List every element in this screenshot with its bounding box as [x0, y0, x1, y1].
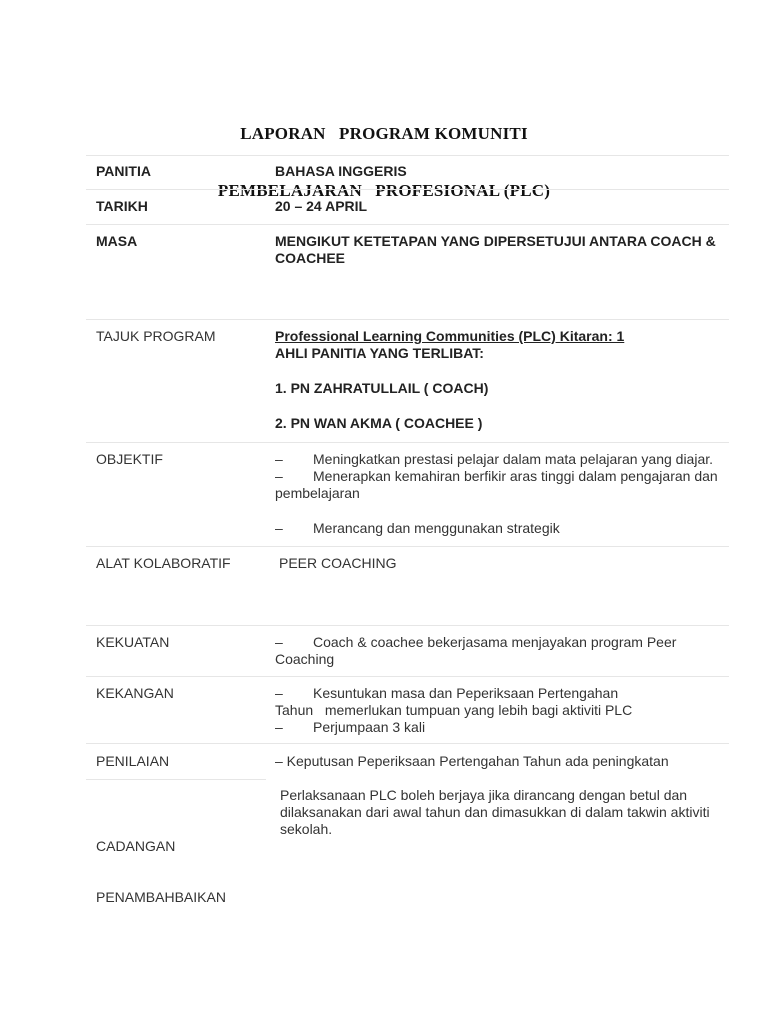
row-objektif	[86, 442, 729, 547]
value-tajuk-program	[275, 328, 725, 432]
row-tajuk-program	[86, 319, 729, 443]
value-kekangan: – Kesuntukan masa dan Peperiksaan Pertengahan Tahun memerlukan tumpuan yang lebih bagi aktiviti PLC – Perjumpaan 3 kali	[275, 685, 633, 735]
row-kekangan	[86, 676, 729, 744]
value-penilaian: – Keputusan Peperiksaan Pertengahan Tahun ada peningkatan	[275, 753, 669, 769]
label-kekuatan: KEKUATAN	[96, 634, 170, 650]
value-tarikh: 20 – 24 APRIL	[275, 198, 368, 214]
member-coachee: 2. PN WAN AKMA ( COACHEE )	[275, 415, 483, 431]
program-heading: Professional Learning Communities (PLC) Kitaran: 1	[275, 328, 625, 344]
row-tarikh	[86, 189, 729, 225]
members-heading: AHLI PANITIA YANG TERLIBAT:	[275, 345, 484, 361]
label-masa: MASA	[96, 233, 138, 249]
label-tarikh: TARIKH	[96, 198, 148, 214]
label-cadangan: CADANGAN PENAMBAHBAIKAN	[96, 838, 226, 905]
value-alat-kolaboratif: PEER COACHING	[279, 555, 397, 571]
label-panitia: PANITIA	[96, 163, 151, 179]
value-objektif	[275, 451, 735, 537]
objective-item: – Menerapkan kemahiran berfikir aras tinggi dalam pengajaran dan	[275, 468, 718, 484]
row-kekuatan	[86, 625, 729, 677]
row-penilaian	[86, 743, 729, 780]
objective-item: – Meningkatkan prestasi pelajar dalam mata pelajaran yang diajar.	[275, 451, 714, 467]
member-coach: 1. PN ZAHRATULLAIL ( COACH)	[275, 380, 489, 396]
objective-item: – Merancang dan menggunakan strategik	[275, 520, 560, 536]
value-masa: MENGIKUT KETETAPAN YANG DIPERSETUJUI ANTARA COACH & COACHEE	[275, 233, 716, 266]
row-panitia	[86, 155, 729, 190]
report-title-line-2: PEMBELAJARAN PROFESIONAL (PLC)	[217, 181, 551, 200]
label-penilaian: PENILAIAN	[96, 753, 170, 769]
label-tajuk-program: TAJUK PROGRAM	[96, 328, 216, 344]
row-masa	[86, 224, 729, 320]
value-cadangan: Perlaksanaan PLC boleh berjaya jika dirancang dengan betul dan dilaksanakan dari awal tahun dan dimasukkan di dalam takwin aktiviti sekolah.	[280, 787, 710, 837]
report-title-line-1: LAPORAN PROGRAM KOMUNITI	[240, 124, 528, 143]
label-objektif: OBJEKTIF	[96, 451, 163, 467]
row-alat-kolaboratif	[86, 546, 729, 626]
objective-item-continued: pembelajaran	[275, 485, 360, 501]
label-kekangan: KEKANGAN	[96, 685, 174, 701]
value-kekuatan: – Coach & coachee bekerjasama menjayakan program Peer Coaching	[275, 634, 677, 667]
value-panitia: BAHASA INGGERIS	[275, 163, 407, 179]
row-cadangan	[86, 779, 729, 905]
label-alat-kolaboratif: ALAT KOLABORATIF	[96, 555, 231, 571]
